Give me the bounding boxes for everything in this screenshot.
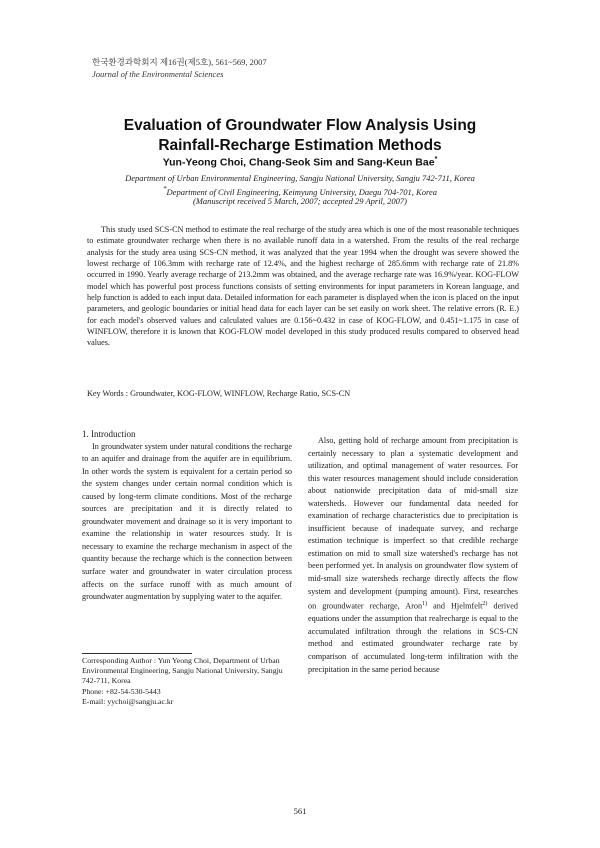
keywords: Key Words : Groundwater, KOG-FLOW, WINFLOW, Recharge Ratio, SCS-CN (87, 389, 351, 398)
abstract (87, 224, 519, 349)
journal-header (92, 56, 267, 80)
paragraph-2-part-2: and Hjelmfelt (427, 601, 483, 611)
reference-2: 2) (482, 601, 488, 608)
intro-paragraph-2 (308, 435, 518, 676)
journal-name: Journal of the Environmental Sciences (92, 69, 224, 79)
title-line-1: Evaluation of Groundwater Flow Analysis Using (123, 117, 477, 134)
affiliation-1: Department of Urban Environmental Engineering, Sangju National University, Sangju 742-711, Korea (125, 173, 475, 183)
footnote-divider (82, 653, 192, 654)
paragraph-2-part-1: Also, getting hold of recharge amount from precipitation is certainly necessary to plan a systematic development and utilization, and optimal management of water resources. For this water resources management should include consideration about nationwide precipitation data of mid-small size watersheds. However our fundamental data needed for examination of recharge characteristics due to precipitation is insufficient because of inadequate survey, and recharge estimation technique is imperfect so that credible recharge estimation on mid to small size watershed's recharge has not been performed yet. In analysis on groundwater flow system of mid-small size watersheds recharge directly affects the flow system and development (pumping amount). First, researches on groundwater recharge, Aron (308, 436, 518, 611)
reference-1: 1) (422, 601, 428, 608)
journal-citation: 한국환경과학회지 제16권(제5호), 561~569, 2007 (92, 57, 267, 67)
title-line-2: Rainfall-Recharge Estimation Methods (158, 137, 442, 154)
left-column (82, 428, 292, 604)
author-list (0, 156, 600, 169)
authors-text: Yun-Yeong Choi, Chang-Seok Sim and Sang-Keun Bae (162, 156, 435, 169)
corresponding-author-footnote (82, 656, 297, 707)
paper-title (0, 116, 600, 156)
footnote-email: E-mail: yychoi@sangju.ac.kr (82, 696, 174, 706)
section-heading: 1. Introduction (82, 429, 136, 439)
affiliation-2-text: Department of Civil Engineering, Keimyung University, Daegu 704-701, Korea (166, 186, 437, 197)
corresponding-mark: * (434, 156, 438, 163)
right-column (308, 435, 518, 676)
footnote-phone: Phone: +82-54-530-5443 (82, 686, 161, 696)
footnote-author: Corresponding Author : Yun Yeong Choi, Department of Urban Environmental Engineering, Sangju National University, Sangju 742-711, Korea (82, 656, 283, 686)
affiliation-mark: * (162, 185, 167, 193)
intro-paragraph-1: In groundwater system under natural conditions the recharge to an aquifer and drainage from the aquifer are in equilibrium. In other words the system is equivalent for a certain period so the system changes under certain normal condition which is caused by long-term climate conditions. Most of the recharge sources are precipitation and it is directly related to groundwater movement and drainage so it is very important to examine the relationship in water resources study. It is necessary to examine the recharge mechanism in aspect of the quantity because the recharge which is the connection between surface water and groundwater in water circulation process affects on the surface runoff with as much amount of groundwater augmentation by supplying water to the aquifer. (82, 441, 292, 602)
page-number: 561 (293, 806, 307, 816)
paragraph-2-part-3: derived equations under the assumption that realrecharge is equal to the accumulated infiltration through the relations in SCS-CN method and estimated groundwater recharge rate by comparison of accumulated long-term infiltration with the precipitation in the same period because (308, 601, 518, 674)
manuscript-dates: (Manuscript received 5 March, 2007; accepted 29 April, 2007) (192, 196, 408, 206)
abstract-text: This study used SCS-CN method to estimate the real recharge of the study area which is one of the most reasonable techniques to estimate groundwater recharge when there is no available runoff data in a watershed. From the results of the real recharge analysis for the study area using SCS-CN method, it was analyzed that the year 1994 when the drought was severe showed the lowest recharge of 106.3mm with recharge rate of 12.4%, and the highest recharge of 285.6mm with recharge rate of 21.8% occurred in 1990. Yearly average recharge of 213.2mm was obtained, and the average recharge rate was 16.9%/year. KOG-FLOW model which has powerful post process functions consists of setting environments for input parameters in Korean language, and help function is added to each input data. Detailed information for each parameter is displayed when the icon is placed on the input parameters, and geologic boundaries or initial head data for each layer can be set easily on work sheet. The relative errors (R. E.) for each model's observed values and calculated values are 0.156~0.432 in case of KOG-FLOW, and 0.451~1.175 in case of WINFLOW, therefore it is known that KOG-FLOW model developed in this study produced results compared to observed head values. (87, 225, 519, 348)
